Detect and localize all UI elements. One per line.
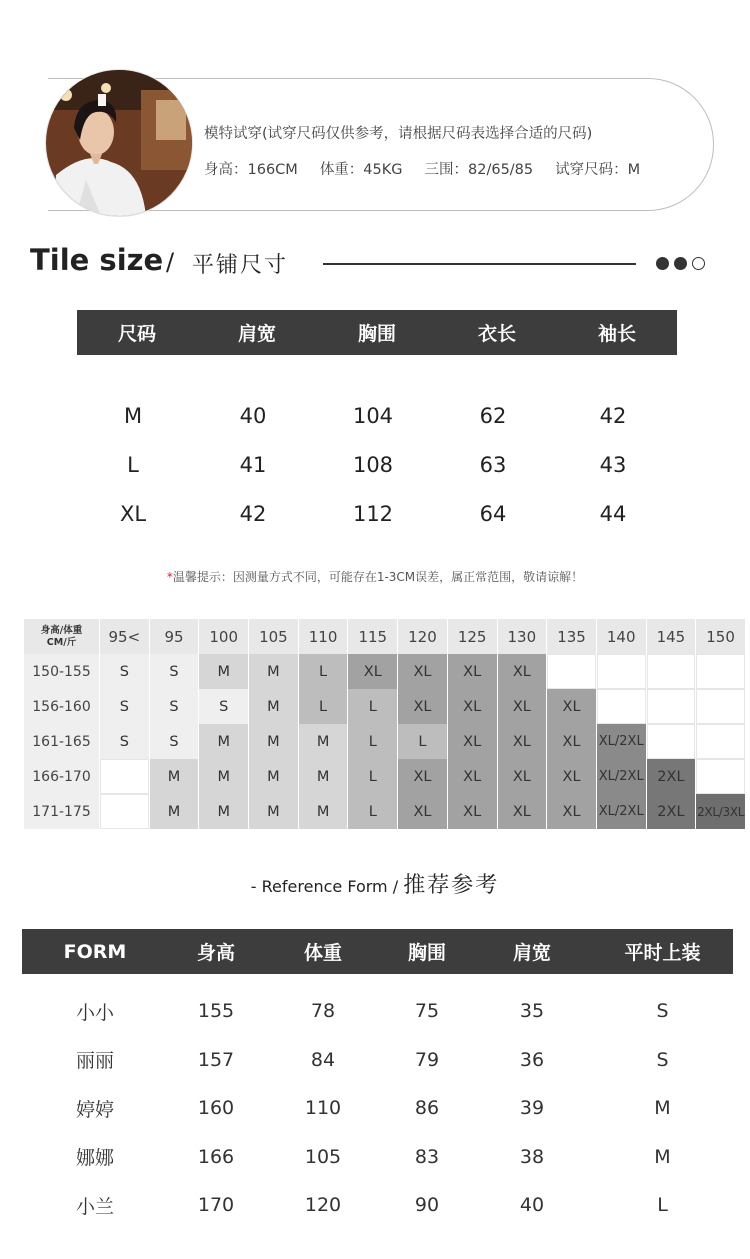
corner-label-bottom: CM/斤 bbox=[46, 636, 77, 648]
size-cell bbox=[597, 654, 646, 689]
grid-corner-cell bbox=[24, 619, 99, 654]
table-cell: 110 bbox=[304, 1097, 342, 1120]
size-cell: L bbox=[299, 654, 348, 689]
table-cell: 39 bbox=[519, 1097, 545, 1120]
weight-header-cell: 110 bbox=[299, 619, 348, 654]
table-cell: 40 bbox=[239, 403, 267, 428]
table-cell: M bbox=[654, 1097, 671, 1120]
reference-table-body bbox=[22, 987, 733, 1230]
model-measurements: 三围：82/65/85 bbox=[424, 162, 534, 178]
table-row bbox=[73, 440, 673, 489]
table-cell: 41 bbox=[239, 452, 267, 477]
table-cell: 120 bbox=[304, 1194, 342, 1217]
size-cell: 2XL/3XL bbox=[696, 794, 745, 829]
size-cell bbox=[647, 689, 696, 724]
height-range-cell: 171-175 bbox=[24, 794, 99, 829]
size-cell: S bbox=[100, 689, 149, 724]
tile-size-table-header bbox=[77, 310, 677, 355]
weight-header-cell: 140 bbox=[597, 619, 646, 654]
size-cell: M bbox=[249, 759, 298, 794]
tile-size-title-cn: 平铺尺寸 bbox=[192, 253, 289, 278]
weight-header-cell: 105 bbox=[249, 619, 298, 654]
table-cell: 79 bbox=[414, 1048, 440, 1071]
model-fit-note: 模特试穿(试穿尺码仅供参考，请根据尺码表选择合适的尺码) bbox=[204, 126, 593, 142]
table-row bbox=[22, 987, 733, 1036]
measurement-notice bbox=[0, 568, 750, 585]
reference-title-cn: 推荐参考 bbox=[403, 873, 500, 898]
size-cell bbox=[100, 794, 149, 829]
size-cell: L bbox=[398, 724, 447, 759]
table-cell: 42 bbox=[239, 501, 267, 526]
size-cell bbox=[696, 759, 745, 794]
size-cell bbox=[547, 654, 596, 689]
weight-header-cell: 125 bbox=[448, 619, 497, 654]
size-cell: XL/2XL bbox=[597, 794, 646, 829]
size-cell: XL bbox=[498, 689, 547, 724]
table-cell: 63 bbox=[479, 452, 507, 477]
table-cell: 157 bbox=[197, 1048, 235, 1071]
grid-header-row bbox=[24, 619, 746, 654]
size-cell bbox=[647, 724, 696, 759]
table-cell: 75 bbox=[414, 1000, 440, 1023]
table-cell: 90 bbox=[414, 1194, 440, 1217]
size-cell: M bbox=[299, 794, 348, 829]
table-cell: 104 bbox=[352, 403, 394, 428]
size-recommendation-grid bbox=[24, 619, 746, 829]
weight-header-cell: 100 bbox=[199, 619, 248, 654]
weight-header-cell: 150 bbox=[696, 619, 745, 654]
table-cell: 108 bbox=[352, 452, 394, 477]
size-cell: M bbox=[150, 794, 199, 829]
title-divider-line bbox=[323, 263, 636, 265]
size-cell: M bbox=[199, 794, 248, 829]
header-cell: 体重 bbox=[303, 942, 342, 964]
size-cell: XL bbox=[398, 759, 447, 794]
table-cell: 170 bbox=[197, 1194, 235, 1217]
size-cell bbox=[696, 724, 745, 759]
height-range-cell: 156-160 bbox=[24, 689, 99, 724]
table-cell: 160 bbox=[197, 1097, 235, 1120]
header-cell: 身高 bbox=[196, 942, 235, 964]
table-row bbox=[73, 391, 673, 440]
table-cell: 38 bbox=[519, 1145, 545, 1168]
table-cell: 44 bbox=[599, 501, 627, 526]
notice-star: * bbox=[166, 570, 173, 584]
table-cell: 64 bbox=[479, 501, 507, 526]
weight-header-cell: 130 bbox=[498, 619, 547, 654]
size-cell: XL bbox=[498, 759, 547, 794]
size-cell bbox=[100, 759, 149, 794]
weight-header-cell: 95< bbox=[100, 619, 149, 654]
table-cell: M bbox=[654, 1145, 671, 1168]
reference-title bbox=[0, 868, 750, 899]
size-cell: XL bbox=[547, 794, 596, 829]
table-row bbox=[22, 1036, 733, 1085]
size-cell: M bbox=[199, 724, 248, 759]
size-cell: M bbox=[249, 689, 298, 724]
table-cell: 86 bbox=[414, 1097, 440, 1120]
table-cell: M bbox=[123, 403, 143, 428]
size-cell: S bbox=[150, 724, 199, 759]
size-cell: M bbox=[299, 724, 348, 759]
weight-header-cell: 145 bbox=[647, 619, 696, 654]
size-cell: XL bbox=[448, 724, 497, 759]
header-cell: 袖长 bbox=[597, 323, 636, 345]
table-cell: 166 bbox=[197, 1145, 235, 1168]
table-cell: 155 bbox=[197, 1000, 235, 1023]
weight-header-cell: 120 bbox=[398, 619, 447, 654]
size-cell: S bbox=[100, 724, 149, 759]
size-cell bbox=[647, 654, 696, 689]
size-cell: XL bbox=[498, 724, 547, 759]
table-cell: XL bbox=[119, 501, 147, 526]
table-cell: L bbox=[127, 452, 139, 477]
corner-label-top: 身高/体重 bbox=[40, 624, 83, 636]
table-cell: 62 bbox=[479, 403, 507, 428]
size-cell: XL/2XL bbox=[597, 759, 646, 794]
table-cell: 丽丽 bbox=[75, 1050, 114, 1073]
reference-title-en: - Reference Form / bbox=[250, 877, 404, 896]
size-cell: XL bbox=[398, 794, 447, 829]
table-cell: 78 bbox=[310, 1000, 336, 1023]
table-cell: S bbox=[656, 1048, 669, 1071]
size-cell: L bbox=[348, 794, 397, 829]
size-cell: XL bbox=[448, 654, 497, 689]
table-cell: 84 bbox=[310, 1048, 336, 1071]
reference-table-header bbox=[22, 929, 733, 974]
table-row bbox=[22, 1133, 733, 1182]
decorative-dots bbox=[656, 257, 705, 270]
size-cell: XL bbox=[448, 759, 497, 794]
weight-header-cell: 135 bbox=[547, 619, 596, 654]
size-cell: XL bbox=[448, 794, 497, 829]
table-row bbox=[73, 489, 673, 538]
size-cell: L bbox=[348, 759, 397, 794]
size-cell bbox=[696, 689, 745, 724]
size-cell bbox=[696, 654, 745, 689]
dot-filled-icon bbox=[674, 257, 687, 270]
model-avatar bbox=[46, 70, 192, 216]
header-cell: 肩宽 bbox=[512, 942, 551, 964]
model-stats bbox=[204, 158, 640, 179]
grid-row bbox=[24, 759, 746, 794]
table-cell: 42 bbox=[599, 403, 627, 428]
model-fit-size: 试穿尺码：M bbox=[555, 162, 641, 178]
size-cell: S bbox=[150, 654, 199, 689]
size-cell: XL bbox=[398, 689, 447, 724]
weight-header-cell: 95 bbox=[150, 619, 199, 654]
size-cell: XL bbox=[498, 794, 547, 829]
size-cell: XL bbox=[547, 759, 596, 794]
table-row bbox=[22, 1181, 733, 1230]
size-cell: S bbox=[150, 689, 199, 724]
grid-row bbox=[24, 654, 746, 689]
table-cell: 83 bbox=[414, 1145, 440, 1168]
size-cell: XL bbox=[448, 689, 497, 724]
size-cell: 2XL bbox=[647, 794, 696, 829]
size-cell: XL/2XL bbox=[597, 724, 646, 759]
size-cell: 2XL bbox=[647, 759, 696, 794]
size-cell: XL bbox=[547, 724, 596, 759]
size-cell bbox=[597, 689, 646, 724]
header-cell: FORM bbox=[63, 940, 127, 963]
grid-row bbox=[24, 689, 746, 724]
table-cell: L bbox=[657, 1194, 668, 1217]
height-range-cell: 161-165 bbox=[24, 724, 99, 759]
table-cell: S bbox=[656, 1000, 669, 1023]
size-cell: M bbox=[299, 759, 348, 794]
header-cell: 平时上装 bbox=[624, 942, 701, 964]
size-cell: L bbox=[348, 689, 397, 724]
tile-size-table-body bbox=[73, 391, 673, 538]
size-cell: L bbox=[348, 724, 397, 759]
table-cell: 小兰 bbox=[75, 1195, 114, 1218]
height-range-cell: 150-155 bbox=[24, 654, 99, 689]
header-cell: 尺码 bbox=[117, 323, 156, 345]
tile-size-title: Tile size bbox=[30, 243, 164, 277]
table-cell: 105 bbox=[304, 1145, 342, 1168]
size-cell: M bbox=[150, 759, 199, 794]
dot-filled-icon bbox=[656, 257, 669, 270]
header-cell: 胸围 bbox=[357, 323, 396, 345]
dot-hollow-icon bbox=[692, 257, 705, 270]
grid-row bbox=[24, 794, 746, 829]
table-cell: 40 bbox=[519, 1194, 545, 1217]
size-cell: M bbox=[249, 794, 298, 829]
size-cell: M bbox=[199, 654, 248, 689]
size-cell: M bbox=[199, 759, 248, 794]
table-cell: 小小 bbox=[75, 1001, 114, 1024]
size-cell: XL bbox=[398, 654, 447, 689]
weight-header-cell: 115 bbox=[348, 619, 397, 654]
table-cell: 36 bbox=[519, 1048, 545, 1071]
model-weight: 体重：45KG bbox=[319, 162, 403, 178]
table-row bbox=[22, 1084, 733, 1133]
size-cell: XL bbox=[498, 654, 547, 689]
notice-text: 温馨提示：因测量方式不同，可能存在1-3CM误差，属正常范围，敬请谅解！ bbox=[172, 570, 584, 584]
table-cell: 112 bbox=[352, 501, 394, 526]
table-cell: 35 bbox=[519, 1000, 545, 1023]
header-cell: 衣长 bbox=[477, 323, 516, 345]
size-cell: L bbox=[299, 689, 348, 724]
size-cell: S bbox=[100, 654, 149, 689]
size-cell: M bbox=[249, 724, 298, 759]
header-cell: 肩宽 bbox=[237, 323, 276, 345]
model-height: 身高：166CM bbox=[204, 162, 298, 178]
height-range-cell: 166-170 bbox=[24, 759, 99, 794]
title-separator: / bbox=[166, 248, 175, 276]
size-cell: XL bbox=[547, 689, 596, 724]
size-cell: XL bbox=[348, 654, 397, 689]
grid-row bbox=[24, 724, 746, 759]
size-cell: M bbox=[249, 654, 298, 689]
header-cell: 胸围 bbox=[407, 942, 446, 964]
size-cell: S bbox=[199, 689, 248, 724]
table-cell: 娜娜 bbox=[75, 1147, 114, 1170]
table-cell: 婷婷 bbox=[75, 1098, 114, 1121]
table-cell: 43 bbox=[599, 452, 627, 477]
